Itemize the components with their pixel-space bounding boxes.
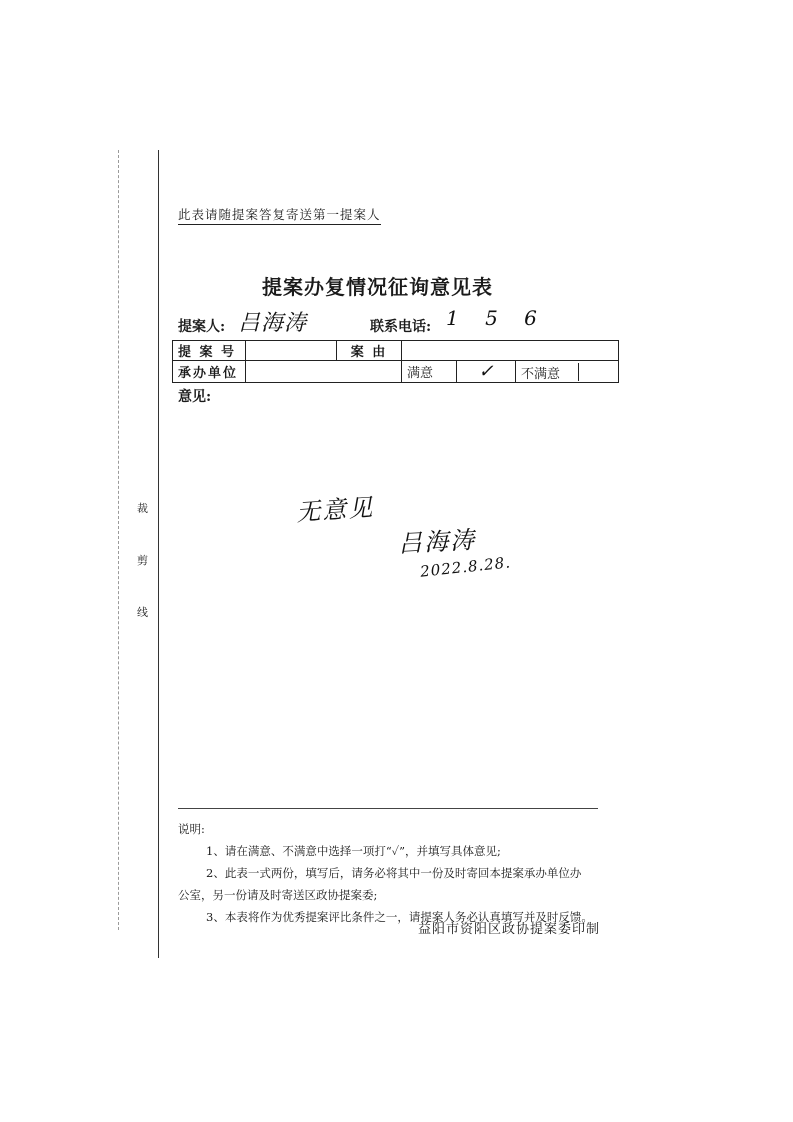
table-row bbox=[173, 361, 619, 383]
cut-line bbox=[158, 150, 159, 958]
proposer-signature: 吕海涛 bbox=[238, 311, 308, 336]
printer-credit: 益阳市资阳区政协提案委印制 bbox=[418, 922, 601, 937]
proposer-label: 提案人: bbox=[178, 319, 226, 335]
unsatisfied-value bbox=[579, 363, 618, 381]
cut-line-char-3: 线 bbox=[137, 606, 148, 619]
info-table bbox=[172, 340, 619, 383]
table-row bbox=[173, 341, 619, 361]
phone-label: 联系电话: bbox=[370, 319, 432, 335]
satisfied-checkmark bbox=[457, 361, 516, 383]
unsatisfied-label: 不满意 bbox=[516, 363, 579, 381]
notes-item-2-cont: 公室，另一份请及时寄送区政协提案委; bbox=[178, 888, 378, 902]
notes-heading: 说明: bbox=[178, 822, 205, 836]
proposal-no-value bbox=[246, 341, 337, 361]
left-scan-edge bbox=[118, 150, 119, 930]
opinion-label: 意见: bbox=[178, 389, 212, 405]
opinion-handwritten-text: 无意见 bbox=[295, 493, 376, 527]
opinion-date: 2022.8.28. bbox=[419, 553, 512, 581]
header-note: 此表请随提案答复寄送第一提案人 bbox=[178, 205, 381, 225]
unsatisfied-cell bbox=[516, 361, 619, 383]
footer-divider bbox=[178, 808, 598, 809]
unit-label: 承办单位 bbox=[173, 361, 246, 383]
unit-value bbox=[246, 361, 402, 383]
reason-value bbox=[402, 341, 619, 361]
page-title: 提案办复情况征询意见表 bbox=[262, 275, 493, 299]
cut-line-char-1: 裁 bbox=[137, 502, 148, 515]
reason-label: 案 由 bbox=[337, 341, 402, 361]
notes-item-1: 1、请在满意、不满意中选择一项打“✓”，并填写具体意见; bbox=[206, 844, 501, 858]
notes-item-3: 3、本表将作为优秀提案评比条件之一，请提案人务必认真填写并及时反馈。 bbox=[206, 910, 593, 924]
notes-section bbox=[178, 818, 608, 928]
cut-line-char-2: 剪 bbox=[137, 554, 148, 567]
notes-item-2: 2、此表一式两份，填写后，请务必将其中一份及时寄回本提案承办单位办 bbox=[206, 866, 582, 880]
satisfied-label: 满意 bbox=[402, 361, 457, 383]
opinion-signature: 吕海涛 bbox=[397, 525, 477, 559]
checkmark-icon: ✓ bbox=[478, 361, 494, 382]
phone-value: 1 5 6 bbox=[446, 306, 547, 330]
proposal-no-label: 提 案 号 bbox=[173, 341, 246, 361]
